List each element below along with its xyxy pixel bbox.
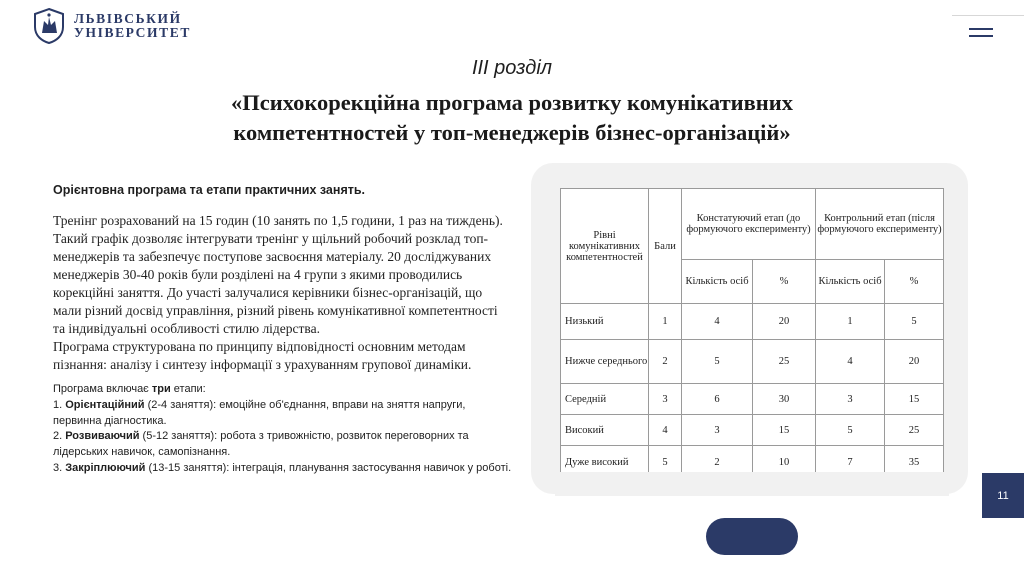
table-crop <box>555 472 949 496</box>
stages-intro: Програма включає три етапи: <box>53 383 206 395</box>
crest-icon <box>30 7 68 45</box>
menu-icon[interactable] <box>969 28 993 39</box>
stage-item: 3. Закріплюючий (13-15 заняття): інтеграція, планування застосування навичок у роботі. <box>53 461 512 474</box>
header-count1: Кількість осіб <box>682 260 753 304</box>
results-table <box>560 188 944 479</box>
training-paragraph: Тренінг розрахований на 15 годин (10 занять по 1,5 години, 1 раз на тиждень). Такий графік дозволяє інтегрувати тренінг у щільний робочий розклад топ-менеджерів та забезпечує поступове засвоєння матеріалу. 20 досліджуваних менеджерів 30-40 років були розділені на 4 групи з якими проводились корекційні заняття. До участі залучалися керівники бізнес-організацій, що мали різний досвід управління, різний рівень комунікативної компетентності та індивідуальні особливості стилю лідерства. <box>53 213 503 336</box>
header-pct1: % <box>753 260 816 304</box>
table-row: Нижче середнього 2 5 25 4 20 <box>561 340 944 384</box>
table-row: Низький 1 4 20 1 5 <box>561 304 944 340</box>
university-line2: УНІВЕРСИТЕТ <box>74 25 191 40</box>
table-row: Дуже високий 5 2 10 7 35 <box>561 446 944 479</box>
title-line2: компетентностей у топ-менеджерів бізнес-організацій» <box>233 120 791 145</box>
university-line1: ЛЬВІВСЬКИЙ <box>74 11 182 26</box>
header-levels: Рівні комунікативних компетентностей <box>561 189 649 304</box>
header-divider <box>952 15 1024 16</box>
university-name <box>74 12 191 40</box>
title-line1: «Психокорекційна програма розвитку комунікативних <box>231 90 793 115</box>
stage-item: 1. Орієнтаційний (2-4 заняття): емоційне об'єднання, вправи на зняття напруги, первинна діагностика. <box>53 398 466 427</box>
stages-list <box>53 382 513 477</box>
navigation-button[interactable] <box>706 518 798 555</box>
program-description <box>53 183 513 477</box>
page-title <box>150 88 874 148</box>
header-count2: Кількість осіб <box>816 260 885 304</box>
section-label: ІІІ розділ <box>471 57 553 79</box>
program-subheading: Орієнтовна програма та етапи практичних занять. <box>53 183 366 197</box>
header-stage2: Контрольний етап (після формуючого експерименту) <box>816 189 944 260</box>
header-points: Бали <box>649 189 682 304</box>
header-stage1: Констатуючий етап (до формуючого експерименту) <box>682 189 816 260</box>
header-pct2: % <box>885 260 944 304</box>
university-logo[interactable] <box>30 7 191 45</box>
page-number: 11 <box>982 473 1024 518</box>
table-row: Середній 3 6 30 3 15 <box>561 384 944 415</box>
table-row: Високий 4 3 15 5 25 <box>561 415 944 446</box>
structure-paragraph: Програма структурована по принципу відповідності основним методам пізнання: аналізу і синтезу інформації з урахуванням групової динаміки. <box>53 339 472 372</box>
stage-item: 2. Розвиваючий (5-12 заняття): робота з тривожністю, розвиток переговорних та лідерських навичок, самопізнання. <box>53 430 469 459</box>
